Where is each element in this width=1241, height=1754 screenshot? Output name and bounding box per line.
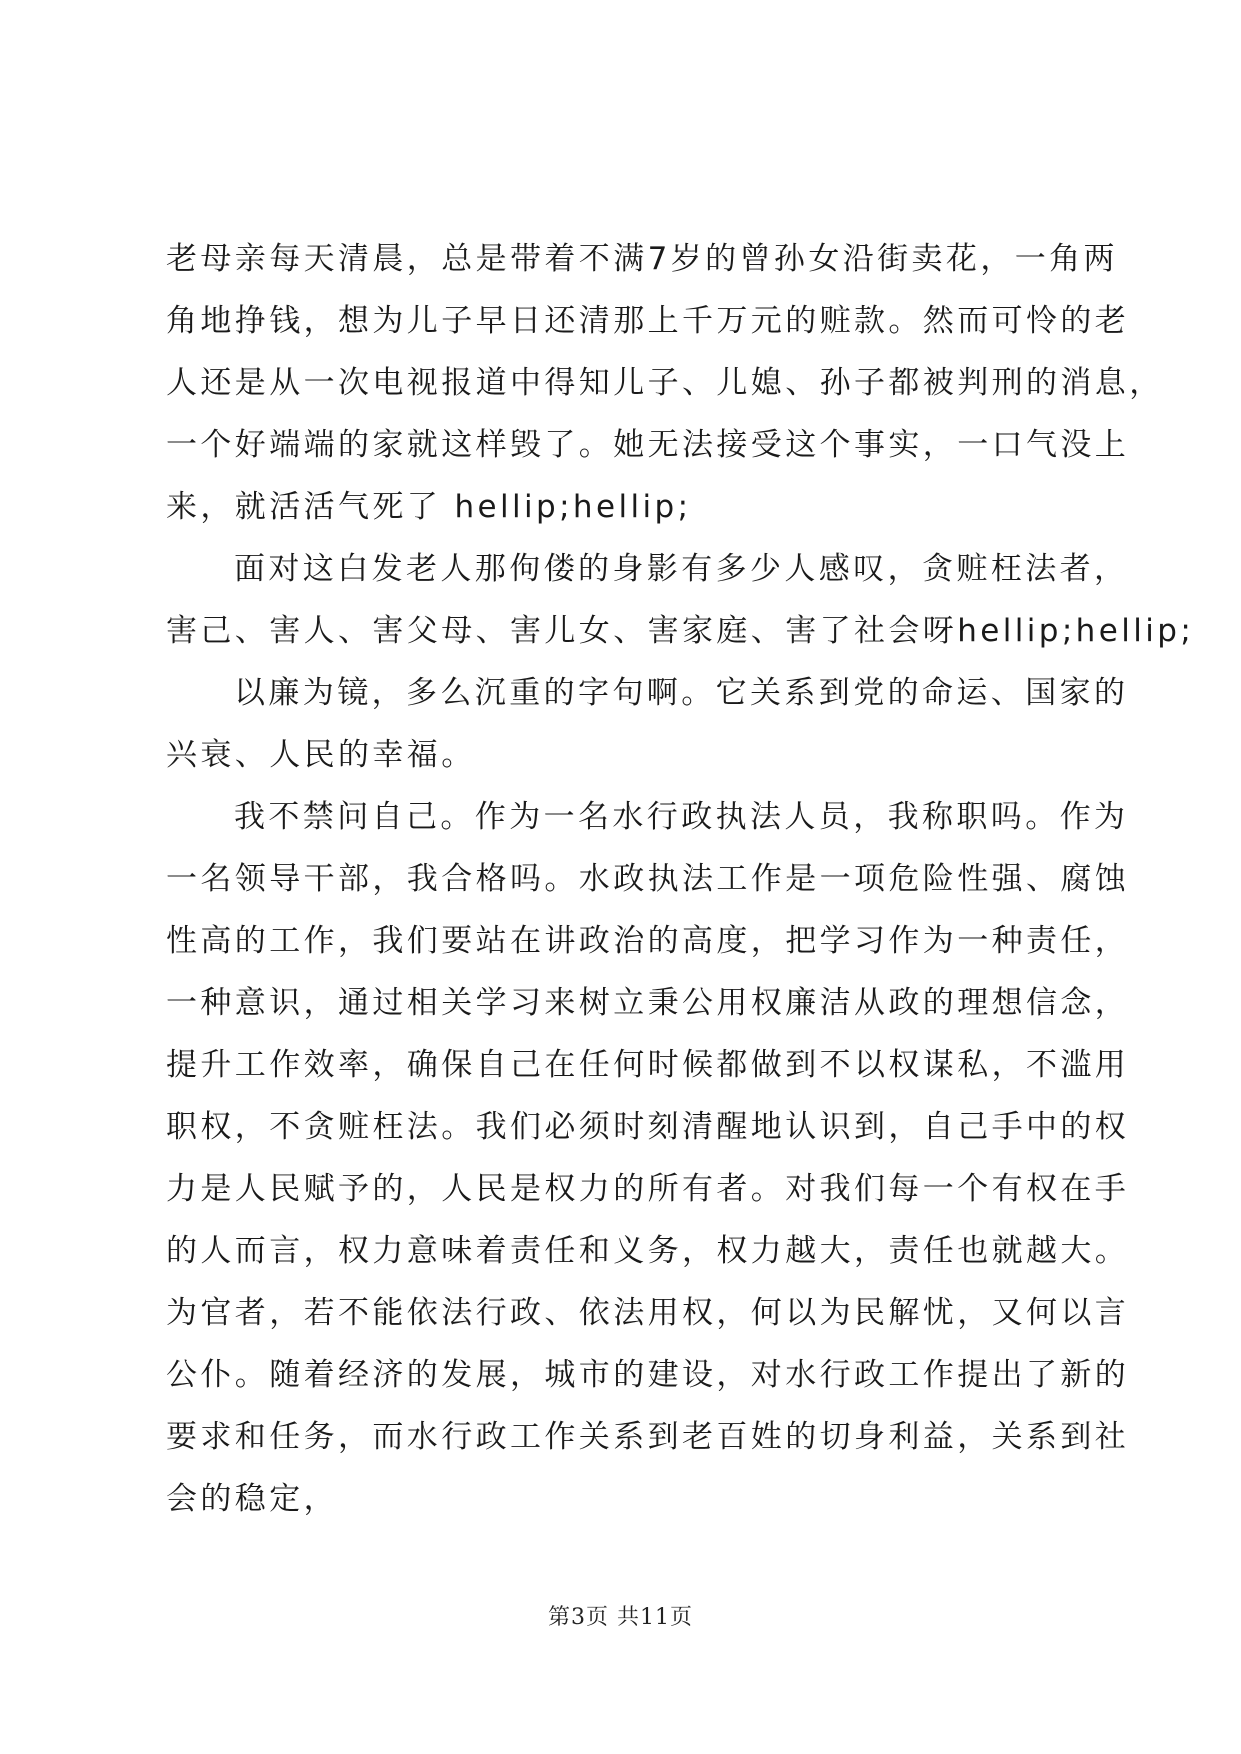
text-line: 一名领导干部，我合格吗。水政执法工作是一项危险性强、腐蚀 [166,861,1130,897]
body-text [166,228,1195,1530]
page-number-footer: 第3页 共11页 [548,1605,693,1630]
text-line: 的人而言，权力意味着责任和义务，权力越大，责任也就越大。 [166,1233,1130,1269]
text-line: 我不禁问自己。作为一名水行政执法人员，我称职吗。作为 [234,799,1129,835]
text-line: 角地挣钱，想为儿子早日还清那上千万元的赃款。然而可怜的老 [166,303,1130,339]
text-line: 人还是从一次电视报道中得知儿子、儿媳、孙子都被判刑的消息， [166,365,1164,401]
text-line: 害己、害人、害父母、害儿女、害家庭、害了社会呀hellip;hellip; [166,613,1195,649]
text-line: 会的稳定， [166,1481,338,1517]
text-line: 性高的工作，我们要站在讲政治的高度，把学习作为一种责任， [166,923,1130,959]
text-line: 为官者，若不能依法行政、依法用权，何以为民解忧，又何以言 [166,1295,1130,1331]
text-line: 兴衰、人民的幸福。 [166,737,476,773]
text-line: 力是人民赋予的，人民是权力的所有者。对我们每一个有权在手 [166,1171,1130,1207]
text-line: 公仆。随着经济的发展，城市的建设，对水行政工作提出了新的 [166,1357,1130,1393]
text-line: 面对这白发老人那佝偻的身影有多少人感叹，贪赃枉法者， [234,551,1129,587]
text-line: 一种意识，通过相关学习来树立秉公用权廉洁从政的理想信念， [166,985,1130,1021]
text-line: 要求和任务，而水行政工作关系到老百姓的切身利益，关系到社 [166,1419,1130,1455]
text-line: 职权，不贪赃枉法。我们必须时刻清醒地认识到，自己手中的权 [166,1109,1130,1145]
text-line: 一个好端端的家就这样毁了。她无法接受这个事实，一口气没上 [166,427,1130,463]
text-line: 提升工作效率，确保自己在任何时候都做到不以权谋私，不滥用 [166,1047,1130,1083]
text-line: 以廉为镜，多么沉重的字句啊。它关系到党的命运、国家的 [234,675,1129,711]
text-line: 老母亲每天清晨，总是带着不满7岁的曾孙女沿街卖花，一角两 [166,241,1118,277]
text-line: 来，就活活气死了 hellip;hellip; [166,489,692,525]
